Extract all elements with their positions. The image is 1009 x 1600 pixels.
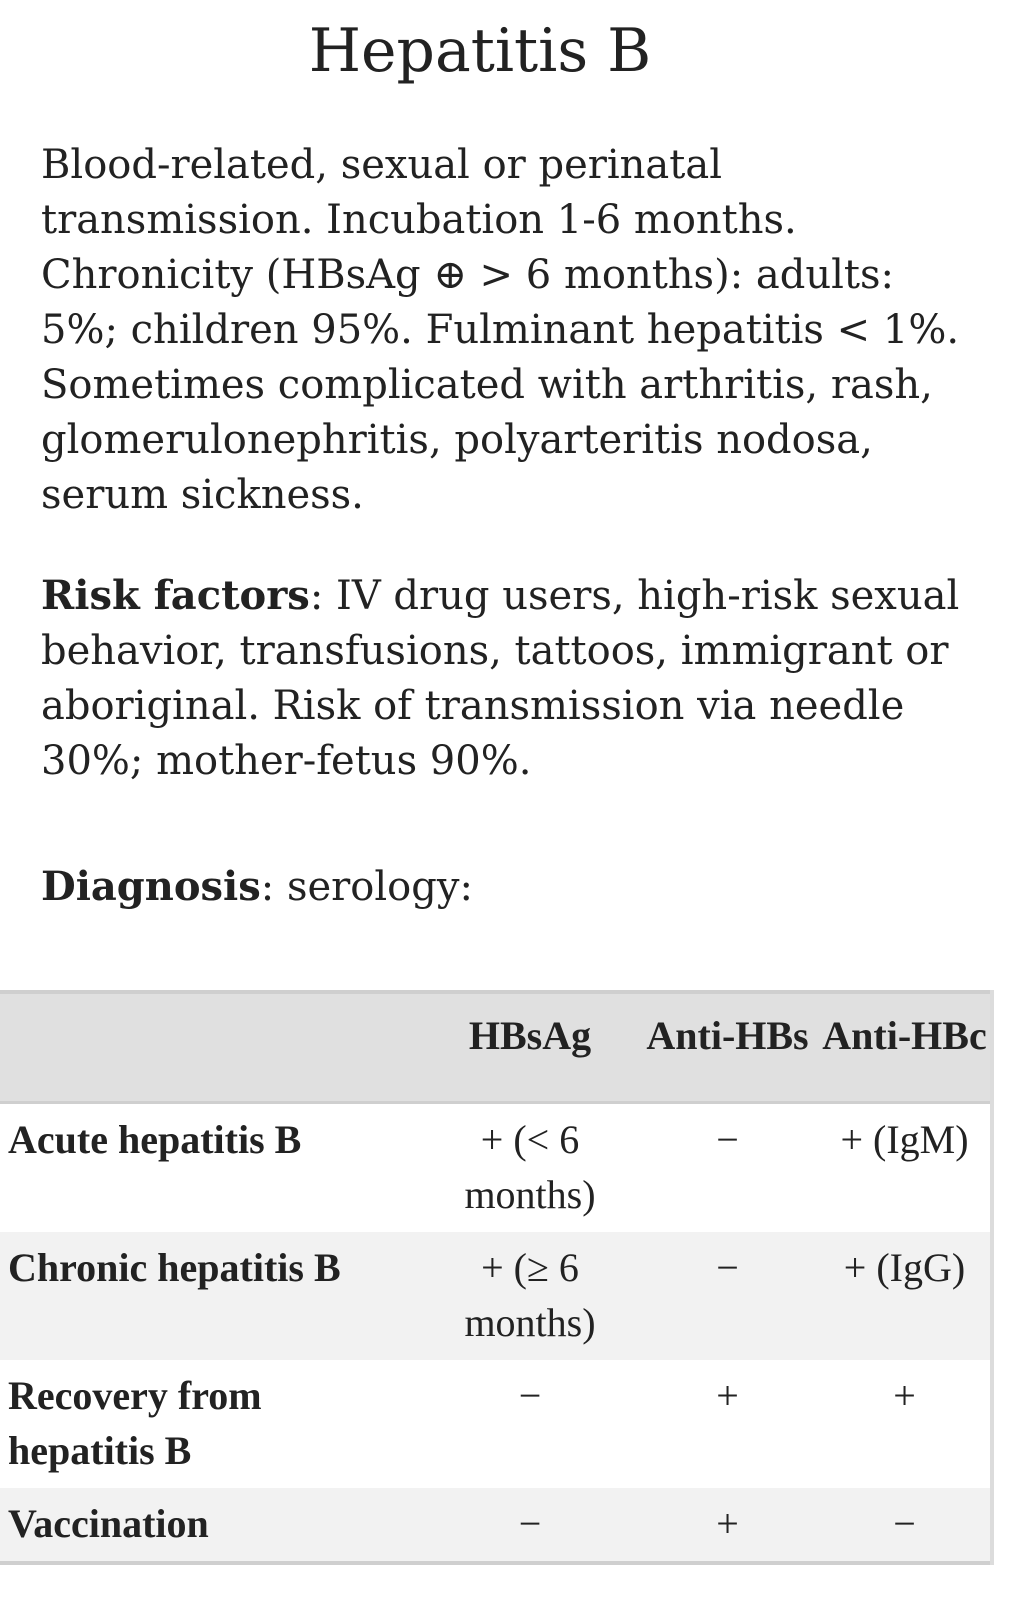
diagnosis-text: : serology: [260, 864, 473, 910]
table-row [0, 1488, 994, 1563]
hbsag-cell: − [518, 1372, 542, 1418]
serology-table-container [0, 990, 994, 1565]
row-label: Recovery from hepatitis B [8, 1372, 262, 1473]
risk-factors-paragraph [41, 568, 961, 789]
header-cell-hbsag: HBsAg [420, 992, 640, 1102]
anti-hbc-cell: + [893, 1372, 916, 1418]
anti-hbc-cell: + (IgM) [840, 1116, 969, 1162]
risk-factors-text: : IV drug users, high-risk sexual behavior, transfusions, tattoos, immigrant or aboriginal. Risk of transmission via needle 30%; mother-fetus 90%. [41, 573, 960, 784]
hbsag-cell: + (≥ 6 months) [464, 1244, 596, 1345]
anti-hbs-cell: + [716, 1372, 739, 1418]
page-title: Hepatitis B [308, 16, 652, 86]
header-cell-anti-hbc: Anti-HBc [815, 992, 994, 1102]
anti-hbc-cell: − [815, 1488, 994, 1563]
risk-factors-label: Risk factors [41, 572, 310, 619]
table-row [0, 1232, 994, 1360]
header-cell-blank [0, 992, 420, 1102]
row-label: Vaccination [0, 1488, 420, 1563]
hbsag-cell: + (< 6 months) [464, 1116, 596, 1217]
table-header-row [0, 992, 994, 1102]
hbsag-cell: − [420, 1488, 640, 1563]
anti-hbc-cell: + (IgG) [843, 1244, 966, 1290]
table-row [0, 1360, 994, 1488]
anti-hbs-cell: − [716, 1244, 739, 1290]
row-label: Acute hepatitis B [8, 1116, 302, 1162]
diagnosis-label: Diagnosis [41, 863, 261, 910]
anti-hbs-cell: − [716, 1116, 739, 1162]
transmission-paragraph: Blood-related, sexual or perinatal transmission. Incubation 1-6 months. Chronicity (HBsAg ⊕ > 6 months): adults: 5%; children 95%. Fulminant hepatitis < 1%. Sometimes complicated with arthritis, rash, glomerulonephritis, polyarteritis nodosa, serum sickness. [41, 142, 960, 518]
table-scroll-edge [990, 990, 994, 1565]
table-row [0, 1102, 994, 1232]
serology-table [0, 990, 994, 1565]
anti-hbs-cell: + [640, 1488, 815, 1563]
row-label: Chronic hepatitis B [8, 1244, 341, 1290]
header-cell-anti-hbs: Anti-HBs [640, 992, 815, 1102]
diagnosis-paragraph [41, 859, 961, 915]
